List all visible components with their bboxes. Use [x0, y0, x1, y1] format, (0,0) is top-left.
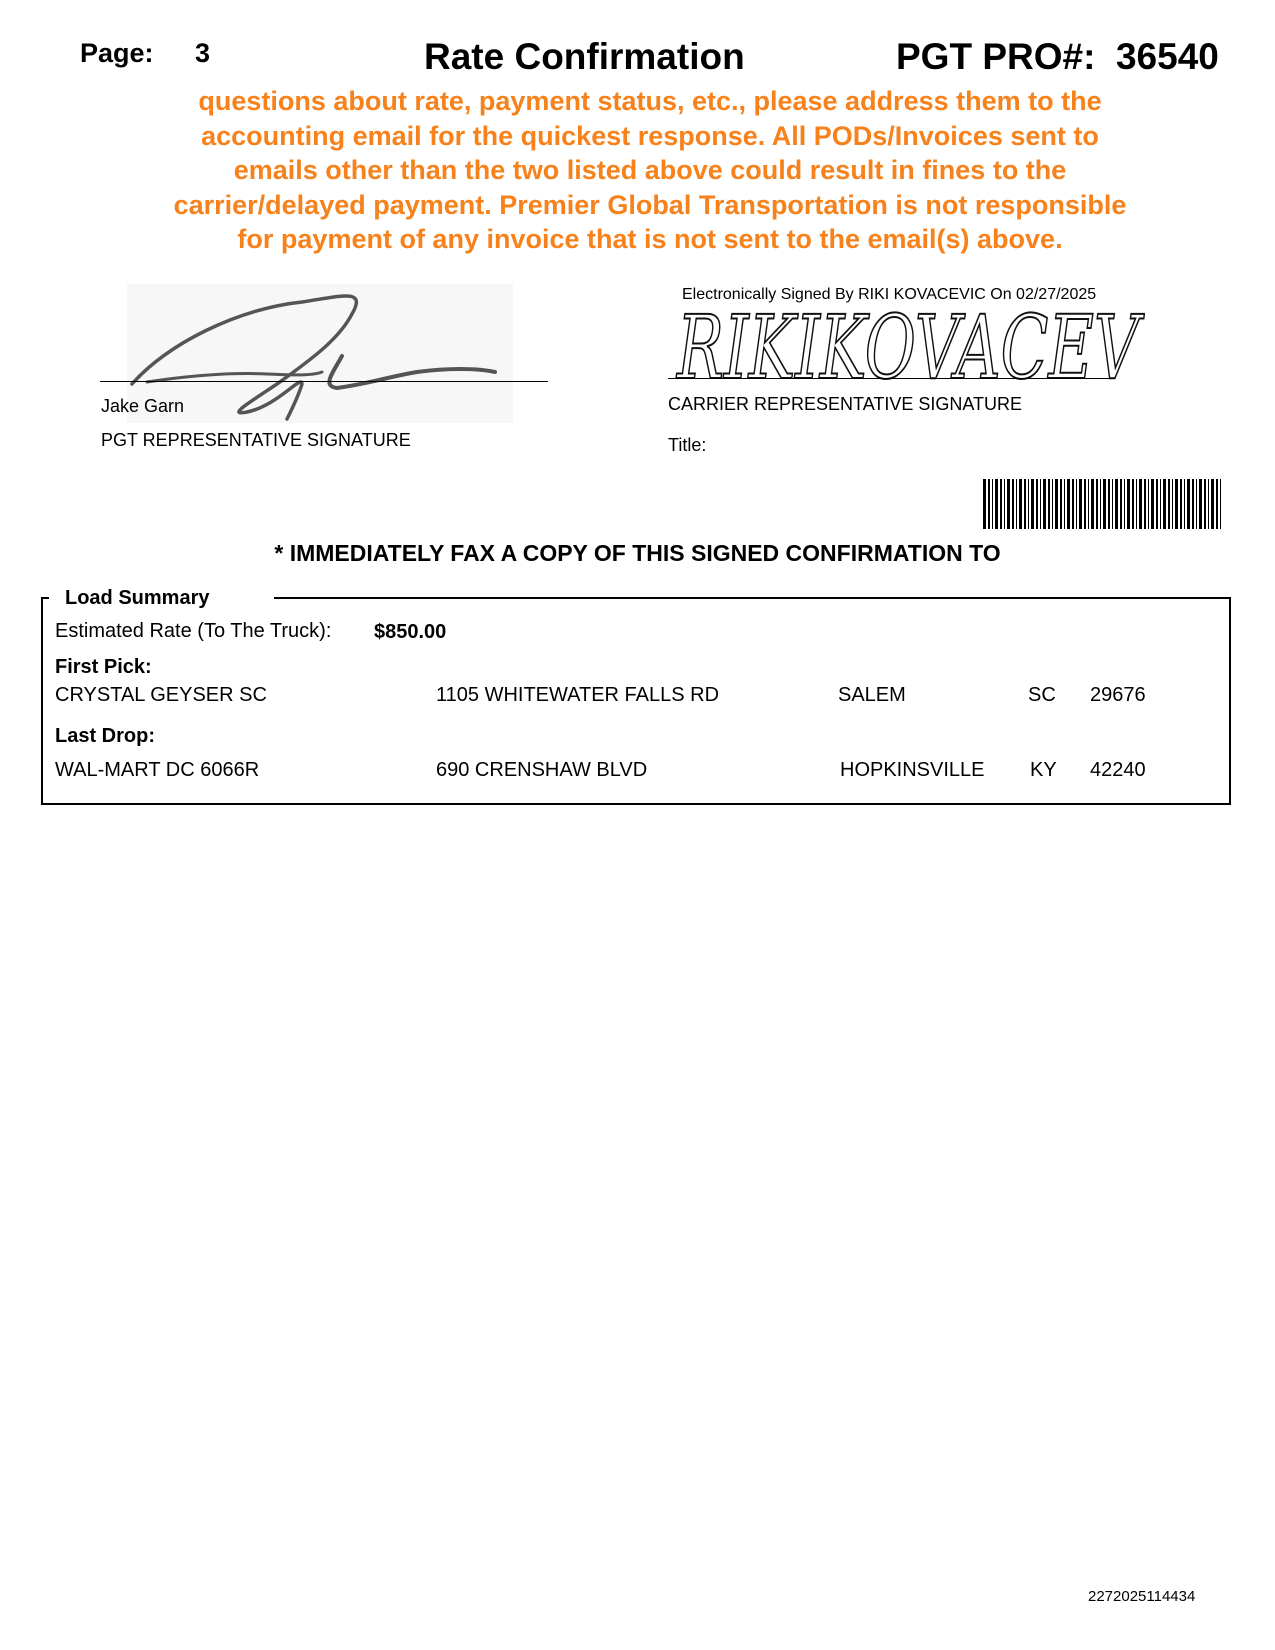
barcode — [983, 479, 1223, 529]
document-id: 2272025114434 — [1088, 1588, 1196, 1605]
pro-number: 36540 — [1115, 36, 1219, 77]
carrier-signature-line — [668, 378, 1115, 379]
rate-value: $850.00 — [374, 621, 447, 643]
last-drop-state: KY — [1030, 759, 1057, 781]
document-title: Rate Confirmation — [424, 36, 745, 77]
last-drop-label: Last Drop: — [55, 725, 155, 747]
notice-line: carrier/delayed payment. Premier Global Transportation is not responsible — [173, 189, 1127, 220]
carrier-signature-caption: CARRIER REPRESENTATIVE SIGNATURE — [668, 394, 1023, 414]
carrier-title-label: Title: — [668, 435, 707, 455]
notice-line: emails other than the two listed above could result in fines to the — [233, 155, 1067, 185]
pro-number-header — [896, 36, 1219, 78]
pgt-signature-image — [127, 284, 513, 423]
first-pick-state: SC — [1028, 684, 1056, 706]
first-pick-address: 1105 WHITEWATER FALLS RD — [436, 684, 720, 706]
notice-line: questions about rate, payment status, etc., please address them to the — [198, 86, 1102, 116]
barcode-icon — [983, 479, 1223, 529]
fax-instruction: * IMMEDIATELY FAX A COPY OF THIS SIGNED CONFIRMATION TO — [274, 540, 1001, 566]
pgt-rep-name: Jake Garn — [101, 396, 185, 416]
last-drop-address: 690 CRENSHAW BLVD — [436, 759, 648, 781]
pgt-signature-caption: PGT REPRESENTATIVE SIGNATURE — [101, 430, 411, 450]
page-label: Page: — [80, 38, 154, 68]
pro-label: PGT PRO#: — [896, 36, 1096, 77]
handwritten-signature-icon — [127, 284, 513, 423]
pgt-signature-line — [100, 381, 548, 382]
page-number: 3 — [195, 38, 211, 68]
first-pick-city: SALEM — [838, 684, 906, 706]
last-drop-city: HOPKINSVILLE — [840, 759, 985, 781]
notice-line: for payment of any invoice that is not sent to the email(s) above. — [237, 224, 1063, 254]
load-summary-heading: Load Summary — [55, 587, 223, 610]
svg-text:RIKIKOVACEV: RIKIKOVACEV — [675, 300, 1145, 390]
first-pick-label: First Pick: — [55, 656, 152, 678]
last-drop-name: WAL-MART DC 6066R — [55, 759, 260, 781]
notice-line: accounting email for the quickest response. All PODs/Invoices sent to — [201, 120, 1099, 151]
first-pick-name: CRYSTAL GEYSER SC — [55, 684, 267, 706]
esignature-stamp: Electronically Signed By RIKI KOVACEVIC On 02/27/2025 — [682, 286, 1097, 303]
last-drop-zip: 42240 — [1090, 759, 1146, 781]
first-pick-zip: 29676 — [1090, 684, 1146, 706]
carrier-signature-image — [675, 300, 1145, 390]
rate-label: Estimated Rate (To The Truck): — [55, 620, 332, 642]
handwritten-signature-icon — [675, 300, 1145, 390]
payment-notice — [100, 84, 1200, 257]
